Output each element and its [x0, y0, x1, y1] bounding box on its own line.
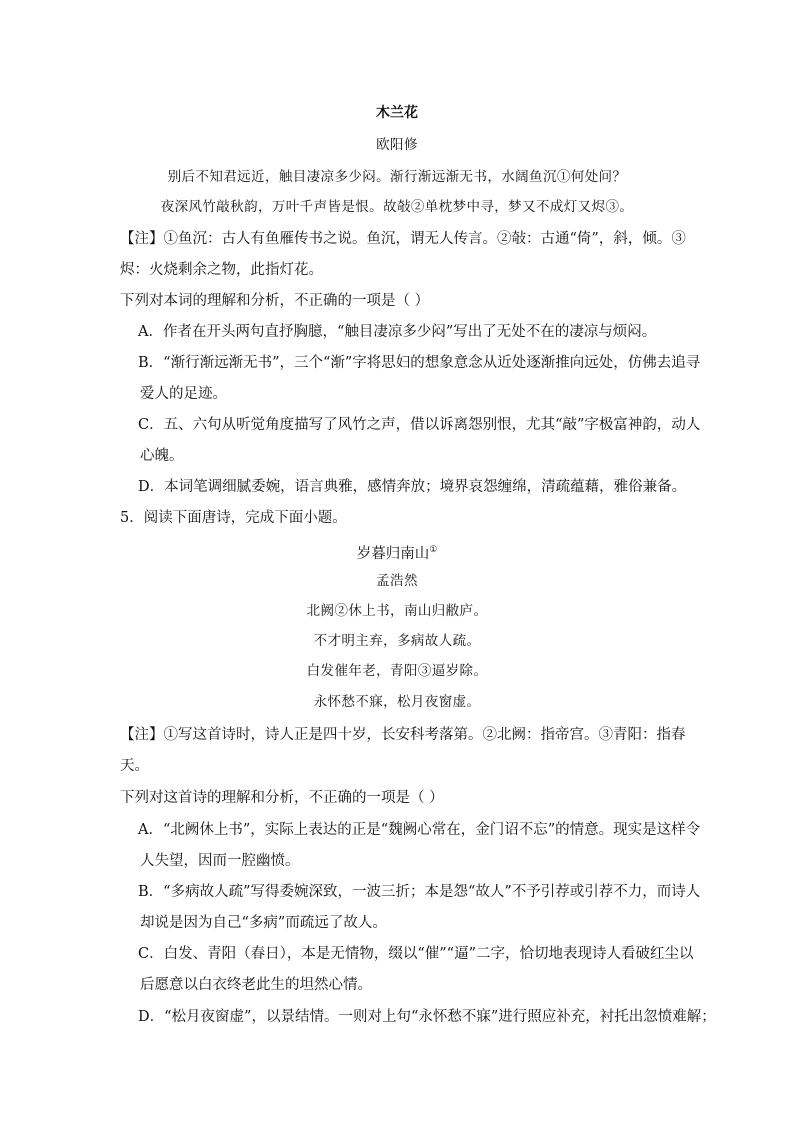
poem1-option-c: C．五、六句从听觉角度描写了风竹之声，借以诉离怨别恨，尤其“敲”字极富神韵，动人 — [138, 417, 701, 433]
poem1-question: 下列对本词的理解和分析，不正确的一项是（ ） — [120, 293, 430, 309]
q5-line-3: 白发催年老，青阳③逼岁除。 — [306, 663, 488, 679]
q5-note-line-1: 【注】①写这首诗时，诗人正是四十岁，长安科考落第。②北阙：指帝宫。③青阳：指春 — [120, 727, 686, 743]
q5-line-1: 北阙②休上书，南山归敝庐。 — [306, 603, 488, 619]
poem1-note-line-2: 烬：火烧剩余之物，此指灯花。 — [120, 262, 323, 278]
q5-title-text: 岁暮归南山 — [356, 545, 430, 562]
q5-option-b-cont: 却说是因为自己“多病”而疏远了故人。 — [140, 915, 387, 931]
poem1-option-a: A．作者在开头两句直抒胸臆，“触目凄凉多少闷”写出了无处不在的凄凉与烦闷。 — [138, 324, 657, 340]
q5-question: 下列对这首诗的理解和分析，不正确的一项是（ ） — [120, 790, 444, 806]
poem1-title: 木兰花 — [376, 105, 418, 121]
q5-title-mark: ① — [429, 545, 438, 555]
q5-line-4: 永怀愁不寐，松月夜窗虚。 — [313, 694, 481, 710]
poem1-note-line-1: 【注】①鱼沉：古人有鱼雁传书之说。鱼沉，谓无人传言。②敧：古通“倚”，斜，倾。③ — [120, 231, 686, 247]
poem1-option-b-cont: 爱人的足迹。 — [140, 386, 227, 402]
q5-author: 孟浩然 — [376, 573, 418, 589]
q5-option-b: B．“多病故人疏”写得委婉深致，一波三折；本是怨“故人”不予引荐或引荐不力，而诗人 — [138, 884, 701, 900]
poem1-option-d: D．本词笔调细腻委婉，语言典雅，感情奔放；境界哀怨缠绵，清疏蕴藉，雅俗兼备。 — [138, 479, 687, 495]
q5-option-a: A．“北阙休上书”，实际上表达的正是“魏阙心常在，金门诏不忘”的情意。现实是这样令 — [138, 822, 701, 838]
q5-option-a-cont: 人失望，因而一腔幽愤。 — [140, 853, 300, 869]
poem1-author: 欧阳修 — [376, 137, 418, 153]
poem1-option-b: B．“渐行渐远渐无书”，三个“渐”字将思妇的想象意念从近处逐渐推向远处，仿佛去追寻 — [138, 355, 701, 371]
q5-option-c-cont: 后愿意以白衣终老此生的坦然心情。 — [140, 977, 372, 993]
q5-intro: 5．阅读下面唐诗，完成下面小题。 — [120, 510, 347, 526]
poem1-line-2: 夜深风竹敲秋韵，万叶千声皆是恨。故敧②单枕梦中寻，梦又不成灯又烬③。 — [160, 199, 634, 215]
q5-title — [0, 540, 794, 564]
q5-option-c: C．白发、青阳（春日），本是无情物，缀以“催”“逼”二字，恰切地表现诗人看破红尘以 — [138, 946, 694, 962]
q5-note-line-2: 天。 — [120, 758, 149, 774]
q5-line-2: 不才明主弃，多病故人疏。 — [313, 633, 481, 649]
q5-option-d: D．“松月夜窗虚”，以景结情。一则对上句“永怀愁不寐”进行照应补充，衬托出忽愤难解； — [138, 1009, 716, 1025]
poem1-line-1: 别后不知君远近，触目凄凉多少闷。渐行渐远渐无书，水阔鱼沉①何处问？ — [167, 169, 627, 185]
poem1-option-c-cont: 心魄。 — [140, 448, 184, 464]
